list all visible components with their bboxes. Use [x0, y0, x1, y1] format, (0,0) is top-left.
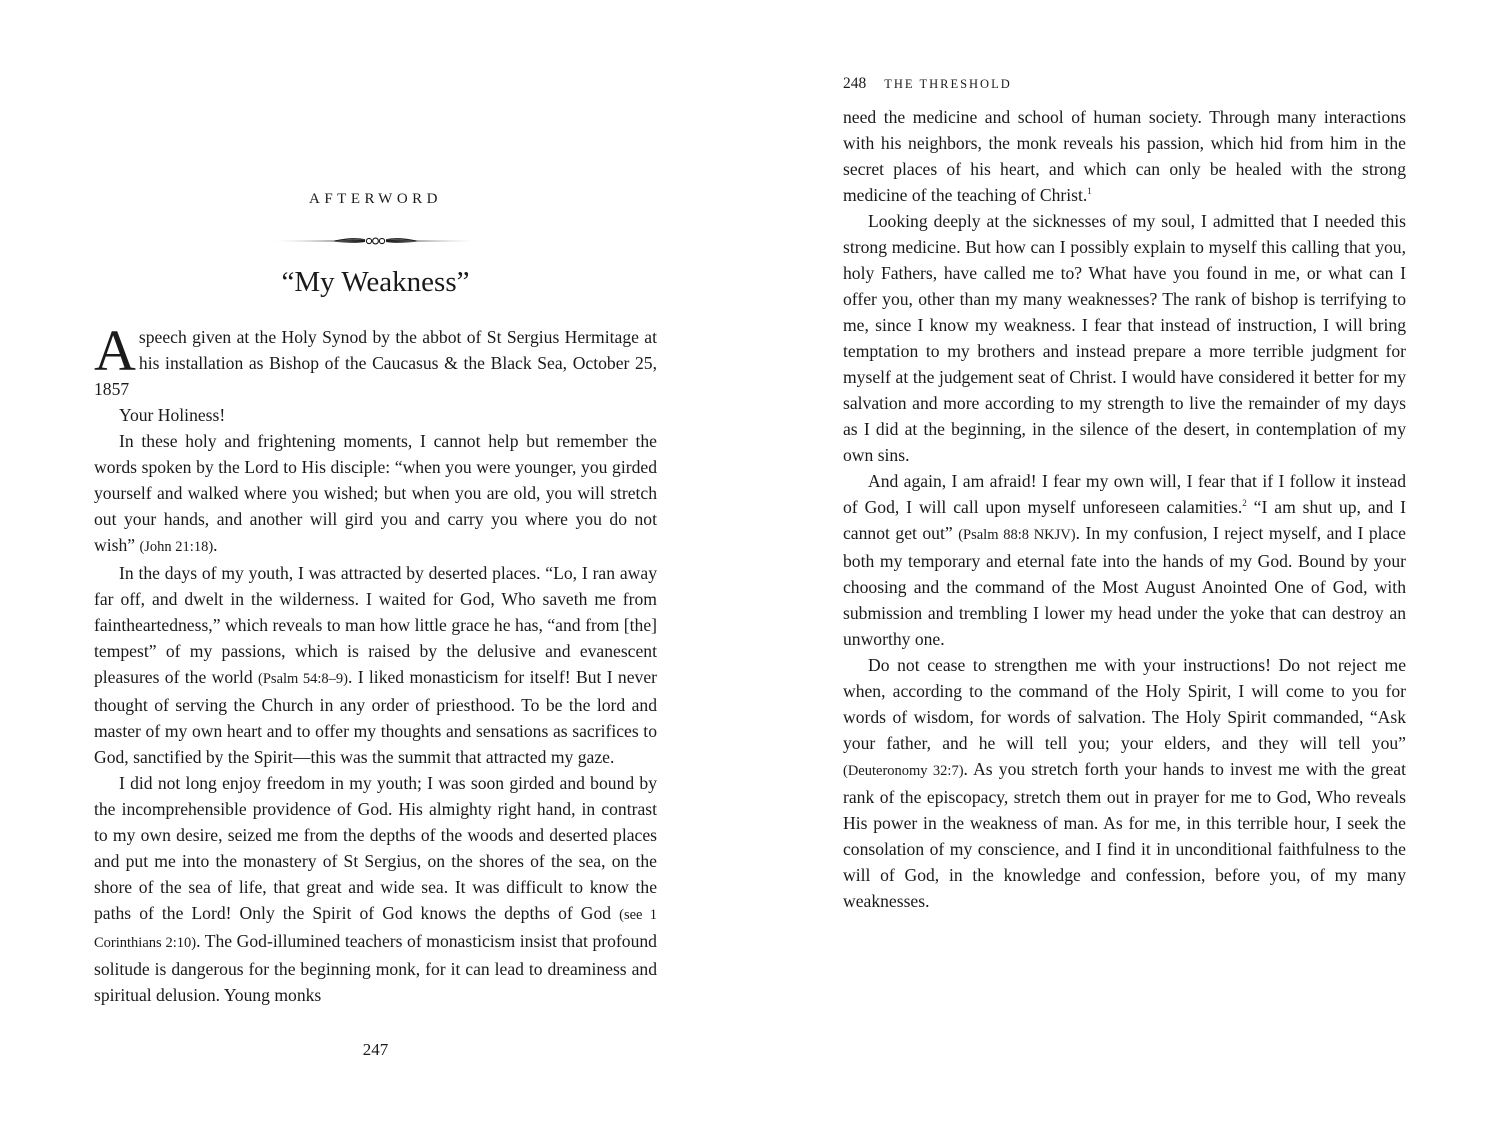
paragraph-text: In the days of my youth, I was attracted by deserted places. “Lo, I ran away far off, and dwelt in the wilderness. I waited for God, Who saveth me from faintheartedness,” which reveals to man how little grace he has, “and from [the] tempest” of my passions, which is raised by the delusive and evanescent pleasures of the world — [94, 563, 657, 687]
paragraph-text: I did not long enjoy freedom in my youth; I was soon girded and bound by the incomprehensible providence of God. His almighty right hand, in contrast to my own desire, seized me from the depths of the woods and deserted places and put me into the monastery of St Sergius, on the shores of the sea, on the shore of the sea of life, that great and wide sea. It was difficult to know the paths of the Lord! Only the Spirit of God knows the depths of God — [94, 773, 657, 923]
ornament-divider-icon — [273, 234, 478, 248]
paragraph-text: “I am shut up, and I cannot get out” — [843, 497, 1406, 543]
paragraph — [843, 652, 1406, 914]
paragraph-text: . As you stretch forth your hands to invest me with the great rank of the episcopacy, stretch them out in prayer for me to God, Who reveals His power in the weakness of man. As for me, in this terrible hour, I seek the consolation of my conscience, and I find it in unconditional faithfulness to the will of God, in the knowledge and confession, before you, of my many weaknesses. — [843, 759, 1406, 911]
scripture-reference: (Psalm 54:8–9) — [258, 671, 348, 687]
scripture-reference: (see 1 Corinthians 2:10) — [94, 907, 657, 951]
paragraph-text: . In my confusion, I reject myself, and I place both my temporary and eternal fate into the hands of my God. Bound by your choosing and the command of the Most August Anointed One of God, with submission and trembling I lower my head under the yoke that can destroy an unworthy one. — [843, 523, 1406, 649]
paragraph: Looking deeply at the sicknesses of my soul, I admitted that I needed this strong medicine. But how can I possibly explain to myself this calling that you, holy Fathers, have called me to? What have you found in me, or what can I offer you, other than my many weaknesses? The rank of bishop is terrifying to me, since I know my weakness. I fear that instead of instruction, I will bring temptation to my brothers and instead prepare a more terrible judgment for myself at the judgement seat of Christ. I would have considered it better for my salvation and more according to my strength to live the remainder of my days as I did at the beginning, in the silence of the desert, in contemplation of my own sins. — [843, 211, 1406, 465]
paragraph-text: And again, I am afraid! I fear my own will, I fear that if I follow it instead of God, I will call upon myself unforeseen calamities. — [843, 471, 1406, 517]
scripture-reference: (Psalm 88:8 NKJV) — [958, 527, 1076, 543]
page-number: 248 — [843, 75, 867, 92]
paragraph — [94, 770, 657, 1008]
right-page — [750, 0, 1500, 1125]
paragraph — [94, 560, 657, 770]
paragraph-text: . I liked monasticism for itself! But I never thought of serving the Church in any order of priesthood. To be the lord and master of my own heart and to offer my thoughts and sensations as sacrifices to God, sanctified by the Spirit—this was the summit that attracted my gaze. — [94, 667, 657, 767]
paragraph-text: . — [213, 535, 218, 555]
chapter-title: “My Weakness” — [281, 266, 470, 298]
left-body-text — [94, 318, 657, 1008]
right-body-text — [843, 104, 1406, 914]
running-head — [843, 74, 1012, 94]
page-number: 247 — [362, 1040, 389, 1059]
paragraph-text: . The God-illumined teachers of monasticism insist that profound solitude is dangerous for the beginning monk, for it can lead to dreaminess and spiritual delusion. Young monks — [94, 931, 657, 1005]
paragraph — [843, 104, 1406, 208]
chapter-label: AFTERWORD — [308, 191, 442, 207]
footnote-marker[interactable]: 2 — [1242, 498, 1247, 508]
scripture-reference: (Deuteronomy 32:7) — [843, 763, 964, 779]
footnote-marker[interactable]: 1 — [1087, 186, 1092, 196]
paragraph — [94, 428, 657, 560]
paragraph — [843, 468, 1406, 652]
drop-cap: A — [94, 318, 136, 383]
paragraph-text: In these holy and frightening moments, I cannot help but remember the words spoken by the Lord to His disciple: “when you were younger, you girded yourself and walked where you wished; but when you are old, you will stretch out your hands, and another will gird you and carry you where you do not wish” — [94, 431, 657, 555]
paragraph-intro — [94, 318, 657, 402]
running-head-title: THE THRESHOLD — [884, 77, 1012, 91]
paragraph-intro-text: speech given at the Holy Synod by the abbot of St Sergius Hermitage at his installation as Bishop of the Caucasus & the Black Sea, October 25, 1857 — [94, 327, 657, 399]
scripture-reference: (John 21:18) — [139, 539, 214, 555]
paragraph-text: Do not cease to strengthen me with your instructions! Do not reject me when, according to the command of the Holy Spirit, I will come to you for words of wisdom, for words of salvation. The Holy Spirit commanded, “Ask your father, and he will tell you; your elders, and they will tell you” — [843, 655, 1406, 753]
paragraph-salutation: Your Holiness! — [119, 405, 226, 425]
paragraph-text: need the medicine and school of human society. Through many interactions with his neighbors, the monk reveals his passion, which hid from him in the secret places of his heart, and which can only be healed with the strong medicine of the teaching of Christ. — [843, 107, 1406, 205]
